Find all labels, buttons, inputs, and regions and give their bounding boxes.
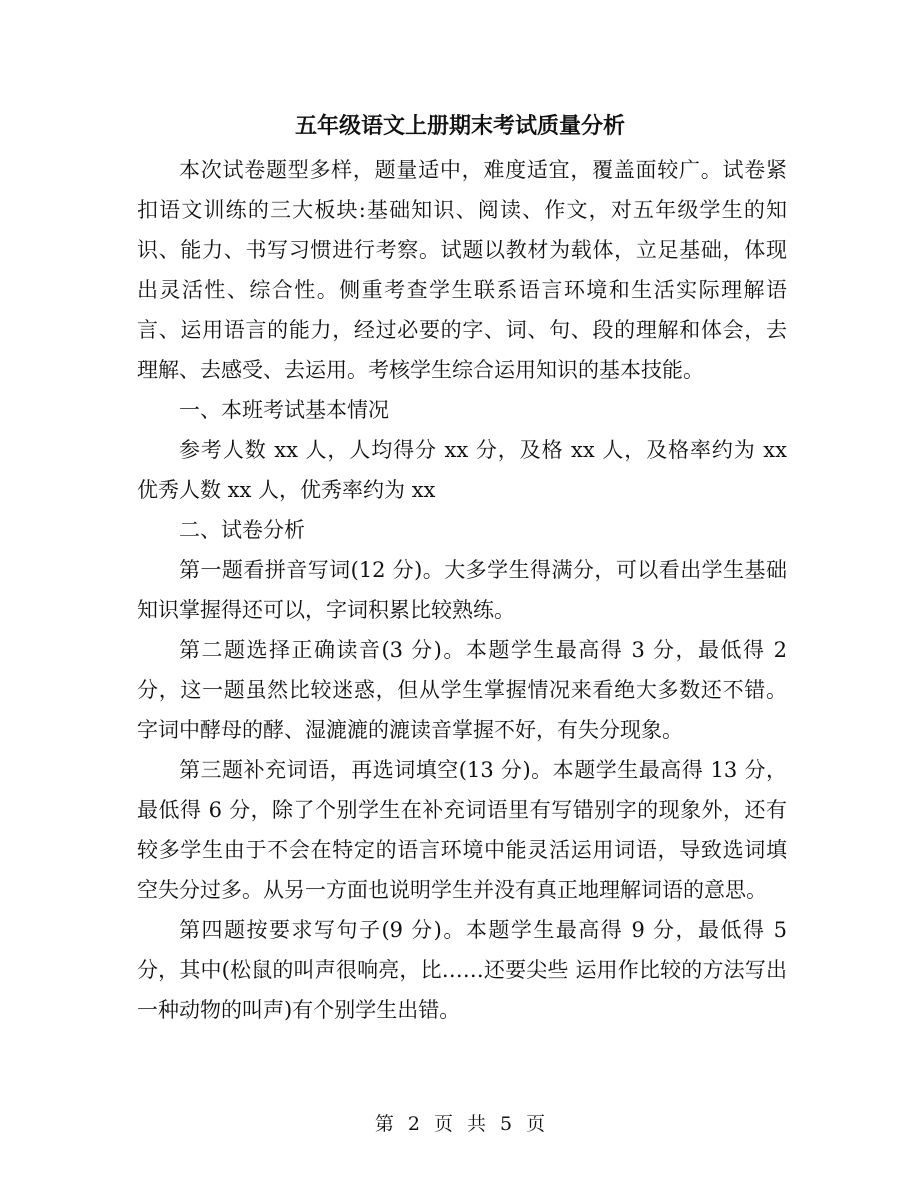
document-title: 五年级语文上册期末考试质量分析 xyxy=(294,113,625,139)
section-heading-paper-analysis: 二、试卷分析 xyxy=(179,518,305,542)
question-two-paragraph: 第二题选择正确读音(3 分)。本题学生最高得 3 分，最低得 2 分，这一题虽然比较迷惑，但从学生掌握情况来看绝大多数还不错。字词中酵母的酵、湿漉漉的漉读音掌握不好，有失分现象。 xyxy=(137,638,787,742)
intro-paragraph: 本次试卷题型多样，题量适中，难度适宜，覆盖面较广。试卷紧扣语文训练的三大板块:基础知识、阅读、作文，对五年级学生的知识、能力、书写习惯进行考察。试题以教材为载体，立足基础，体现出灵活性、综合性。侧重考查学生联系语言环境和生活实际理解语言、运用语言的能力，经过必要的字、词、句、段的理解和体会，去理解、去感受、去运用。考核学生综合运用知识的基本技能。 xyxy=(137,158,787,382)
question-one-paragraph: 第一题看拼音写词(12 分)。大多学生得满分，可以看出学生基础知识掌握得还可以，字词积累比较熟练。 xyxy=(137,558,787,622)
question-four-paragraph: 第四题按要求写句子(9 分)。本题学生最高得 9 分，最低得 5 分，其中(松鼠的叫声很响亮，比……还要尖些 运用作比较的方法写出一种动物的叫声)有个别学生出错。 xyxy=(137,918,787,1022)
document-body xyxy=(137,150,787,1030)
statistics-paragraph: 参考人数 xx 人，人均得分 xx 分，及格 xx 人，及格率约为 xx 优秀人数 xx 人，优秀率约为 xx xyxy=(137,438,787,502)
page-number-footer: 第 2 页 共 5 页 xyxy=(374,1113,546,1135)
section-heading-basic-situation: 一、本班考试基本情况 xyxy=(179,398,389,422)
question-three-paragraph: 第三题补充词语，再选词填空(13 分)。本题学生最高得 13 分，最低得 6 分，除了个别学生在补充词语里有写错别字的现象外，还有较多学生由于不会在特定的语言环境中能灵活运用词语，导致选词填空失分过多。从另一方面也说明学生并没有真正地理解词语的意思。 xyxy=(137,758,787,902)
